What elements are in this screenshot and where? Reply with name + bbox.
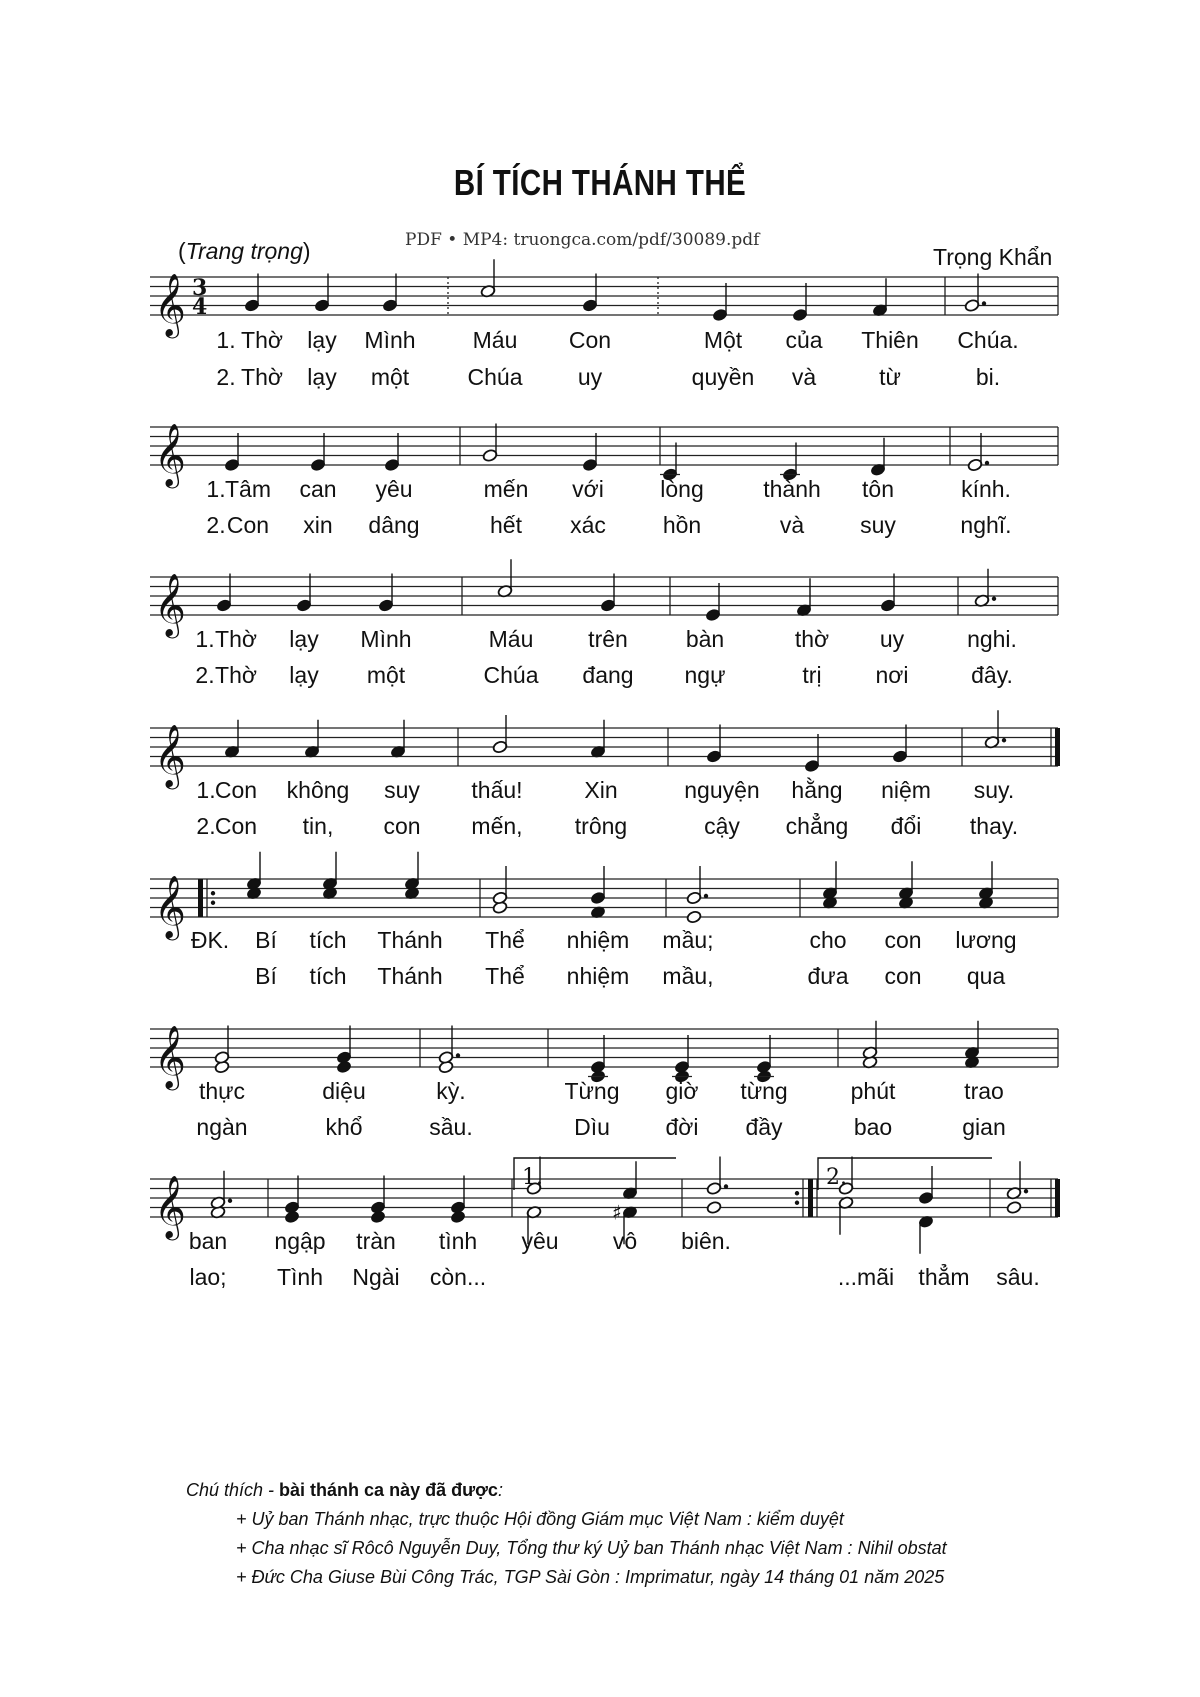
- lyric-syllable: con: [884, 927, 922, 953]
- lyric-syllable: nghi.: [967, 626, 1017, 652]
- lyric-syllable: tình: [438, 1228, 478, 1254]
- treble-clef-icon: 𝄞: [154, 273, 186, 336]
- lyric-syllable: Con: [214, 777, 258, 803]
- lyric-syllable: suy.: [973, 777, 1015, 803]
- lyric-syllable: tin,: [302, 813, 334, 839]
- lyric-syllable: Mình: [364, 327, 416, 353]
- lyric-syllable: Thiên: [861, 327, 919, 353]
- augmentation-dot: [1002, 738, 1006, 742]
- lyric-syllable: ngập: [274, 1228, 326, 1254]
- lyric-syllable: hồn: [662, 512, 702, 538]
- lyric-syllable: 2.: [216, 364, 236, 390]
- source-link[interactable]: PDF • MP4: truongca.com/pdf/30089.pdf: [405, 230, 760, 250]
- lyric-syllable: thẳm: [918, 1264, 970, 1290]
- lyric-syllable: một: [366, 662, 406, 688]
- treble-clef-icon: 𝄞: [154, 1025, 186, 1088]
- augmentation-dot: [724, 1184, 728, 1188]
- lyric-syllable: ban: [188, 1228, 228, 1254]
- lyric-syllable: gian: [962, 1114, 1006, 1140]
- repeat-dot: [211, 891, 215, 895]
- lyric-syllable: từ: [879, 364, 901, 390]
- augmentation-dot: [228, 1199, 232, 1203]
- lyric-syllable: diệu: [322, 1078, 366, 1104]
- footnote-bold: bài thánh ca này đã được: [279, 1480, 498, 1500]
- lyric-syllable: suy: [384, 777, 420, 803]
- repeat-dot: [795, 1201, 799, 1205]
- barline-final-thick: [1055, 1179, 1060, 1217]
- lyric-syllable: từng: [740, 1078, 788, 1104]
- volta-2-label: 2.: [826, 1165, 847, 1190]
- lyric-syllable: mầu;: [662, 927, 714, 953]
- lyric-syllable: Máu: [472, 327, 518, 353]
- treble-clef-icon: 𝄞: [154, 573, 186, 636]
- lyric-syllable: nguyện: [684, 777, 760, 803]
- lyric-syllable: giờ: [665, 1078, 699, 1104]
- lyric-syllable: Thể: [485, 927, 525, 953]
- lyric-syllable: ngự: [684, 662, 726, 688]
- lyric-syllable: lạy: [307, 327, 337, 353]
- song-title: BÍ TÍCH THÁNH THỂ: [453, 162, 747, 203]
- augmentation-dot: [982, 301, 986, 305]
- lyric-syllable: Chúa.: [957, 327, 1019, 353]
- footnotes: [186, 1476, 947, 1592]
- lyric-syllable: đưa: [807, 963, 849, 989]
- lyric-syllable: uy: [577, 364, 603, 390]
- augmentation-dot: [704, 894, 708, 898]
- lyric-syllable: 2.: [206, 512, 226, 538]
- lyric-syllable: của: [785, 327, 823, 353]
- lyric-syllable: yêu: [375, 476, 413, 502]
- lyric-syllable: một: [370, 364, 410, 390]
- lyric-syllable: thay.: [969, 813, 1019, 839]
- tempo-text: Trang trọng: [185, 238, 303, 264]
- lyric-syllable: xin: [303, 512, 333, 538]
- footnote-line: + Uỷ ban Thánh nhạc, trực thuộc Hội đồng Giám mục Việt Nam : kiểm duyệt: [236, 1509, 844, 1529]
- lyric-syllable: Con: [214, 813, 258, 839]
- lyric-syllable: nơi: [875, 662, 909, 688]
- lyric-syllable: phút: [850, 1078, 896, 1104]
- notehead: [686, 910, 702, 924]
- lyric-syllable: lạy: [289, 662, 319, 688]
- lyric-syllable: can: [299, 476, 337, 502]
- lyric-syllable: Bí: [255, 963, 277, 989]
- footnote-heading: [186, 1476, 947, 1505]
- lyric-syllable: cho: [809, 927, 847, 953]
- lyric-syllable: tôn: [862, 476, 894, 502]
- lyric-syllable: Thể: [485, 963, 525, 989]
- lyric-syllable: không: [286, 777, 350, 803]
- lyric-syllable: ĐK.: [190, 927, 230, 953]
- lyric-syllable: tích: [309, 927, 347, 953]
- lyric-syllable: Thờ: [215, 662, 257, 688]
- lyric-syllable: thấu!: [471, 777, 523, 803]
- lyric-syllable: nhiệm: [566, 927, 630, 953]
- volta-1-label: 1.: [522, 1165, 543, 1190]
- lyric-syllable: và: [791, 364, 817, 390]
- lyric-syllable: thực: [198, 1078, 246, 1104]
- notehead: [706, 1201, 722, 1215]
- lyric-syllable: Tâm: [225, 476, 271, 502]
- lyric-syllable: Con: [226, 512, 270, 538]
- lyric-syllable: đang: [582, 662, 634, 688]
- lyric-syllable: dâng: [368, 512, 420, 538]
- barline-final-thick: [1055, 728, 1060, 766]
- lyric-syllable: khổ: [325, 1114, 363, 1140]
- lyric-syllable: đây.: [971, 662, 1013, 688]
- lyric-syllable: bàn: [685, 626, 725, 652]
- lyric-syllable: và: [779, 512, 805, 538]
- lyric-syllable: trị: [802, 662, 822, 688]
- lyric-syllable: Thờ: [215, 626, 257, 652]
- lyric-syllable: lương: [955, 927, 1017, 953]
- lyric-syllable: vô: [612, 1228, 638, 1254]
- lyric-syllable: Thờ: [241, 364, 283, 390]
- lyric-syllable: lao;: [189, 1264, 227, 1290]
- composer-name: Trọng Khẩn: [933, 244, 1053, 270]
- augmentation-dot: [985, 461, 989, 465]
- lyric-syllable: 1.: [195, 626, 215, 652]
- time-signature-bottom: 4: [192, 294, 208, 320]
- lyric-syllable: hằng: [791, 777, 843, 803]
- lyric-syllable: tràn: [356, 1228, 396, 1254]
- lyric-syllable: trao: [964, 1078, 1004, 1104]
- lyric-syllable: qua: [966, 963, 1006, 989]
- lyric-syllable: uy: [879, 626, 905, 652]
- lyric-syllable: 1.: [206, 476, 226, 502]
- sharp-icon: ♯: [612, 1200, 622, 1225]
- lyric-syllable: bi.: [975, 364, 1001, 390]
- lyric-syllable: xác: [570, 512, 606, 538]
- lyric-syllable: 2.: [195, 662, 215, 688]
- lyric-syllable: con: [884, 963, 922, 989]
- repeat-start-thick: [198, 879, 203, 917]
- lyric-syllable: Chúa: [467, 364, 523, 390]
- lyric-syllable: sầu.: [429, 1114, 473, 1140]
- lyric-syllable: ...mãi: [837, 1264, 895, 1290]
- lyric-syllable: Một: [703, 327, 743, 353]
- repeat-end-thick: [808, 1179, 813, 1217]
- lyric-syllable: 1.: [216, 327, 236, 353]
- lyric-syllable: lạy: [307, 364, 337, 390]
- lyric-syllable: kính.: [961, 476, 1011, 502]
- augmentation-dot: [456, 1053, 460, 1057]
- lyric-syllable: thờ: [794, 626, 830, 652]
- treble-clef-icon: 𝄞: [154, 423, 186, 486]
- footnote-suffix: :: [497, 1480, 503, 1500]
- lyric-syllable: chẳng: [785, 813, 849, 839]
- lyric-syllable: mầu,: [662, 963, 714, 989]
- lyric-syllable: lạy: [289, 626, 319, 652]
- lyric-syllable: nhiệm: [566, 963, 630, 989]
- notehead: [1006, 1201, 1022, 1215]
- lyric-syllable: 1.: [196, 777, 216, 803]
- footnote-line: + Đức Cha Giuse Bùi Công Trác, TGP Sài Gòn : Imprimatur, ngày 14 tháng 01 năm 2025: [236, 1567, 945, 1587]
- lyric-syllable: Từng: [564, 1078, 620, 1104]
- repeat-dot: [795, 1191, 799, 1195]
- lyric-syllable: mến: [483, 476, 529, 502]
- lyric-syllable: kỳ.: [436, 1078, 466, 1104]
- lyric-syllable: Bí: [255, 927, 277, 953]
- lyric-syllable: tích: [309, 963, 347, 989]
- lyric-syllable: bao: [853, 1114, 893, 1140]
- repeat-dot: [211, 901, 215, 905]
- lyric-syllable: biên.: [681, 1228, 731, 1254]
- lyric-syllable: đời: [665, 1114, 699, 1140]
- augmentation-dot: [1024, 1189, 1028, 1193]
- lyric-syllable: còn...: [429, 1264, 487, 1290]
- lyric-syllable: Xin: [584, 777, 618, 803]
- lyric-syllable: niệm: [881, 777, 931, 803]
- lyric-syllable: con: [383, 813, 421, 839]
- lyric-syllable: sâu.: [996, 1264, 1040, 1290]
- lyric-syllable: suy: [860, 512, 896, 538]
- lyric-syllable: với: [572, 476, 604, 502]
- lyric-syllable: mến,: [471, 813, 523, 839]
- treble-clef-icon: 𝄞: [154, 1175, 186, 1238]
- lyric-syllable: ngàn: [196, 1114, 248, 1140]
- lyric-syllable: Chúa: [483, 662, 539, 688]
- lyric-syllable: trên: [588, 626, 628, 652]
- lyric-syllable: Dìu: [574, 1114, 610, 1140]
- lyric-syllable: cậy: [704, 813, 740, 839]
- augmentation-dot: [992, 597, 996, 601]
- treble-clef-icon: 𝄞: [154, 875, 186, 938]
- lyric-syllable: 2.: [196, 813, 216, 839]
- treble-clef-icon: 𝄞: [154, 724, 186, 787]
- lyric-syllable: Thánh: [377, 927, 443, 953]
- lyric-syllable: đổi: [890, 813, 922, 839]
- lyric-syllable: thành: [763, 476, 821, 502]
- lyric-syllable: Ngài: [352, 1264, 400, 1290]
- lyric-syllable: lòng: [660, 476, 704, 502]
- lyric-syllable: Tình: [276, 1264, 324, 1290]
- lyric-syllable: yêu: [521, 1228, 559, 1254]
- lyric-syllable: Thánh: [377, 963, 443, 989]
- lyric-syllable: Mình: [360, 626, 412, 652]
- lyric-syllable: quyền: [691, 364, 755, 390]
- lyric-syllable: trông: [574, 813, 628, 839]
- lyric-syllable: Máu: [488, 626, 534, 652]
- footnote-line: + Cha nhạc sĩ Rôcô Nguyễn Duy, Tổng thư ký Uỷ ban Thánh nhạc Việt Nam : Nihil obstat: [236, 1538, 947, 1558]
- lyric-syllable: Thờ: [241, 327, 283, 353]
- lyric-syllable: nghĩ.: [960, 512, 1012, 538]
- lyric-syllable: Con: [568, 327, 612, 353]
- lyric-syllable: hết: [490, 512, 522, 538]
- lyric-syllable: đầy: [745, 1114, 783, 1140]
- time-signature-top: 3: [192, 275, 208, 301]
- tempo-marking: (Trang trọng): [178, 238, 311, 264]
- footnote-prefix: Chú thích -: [186, 1480, 280, 1500]
